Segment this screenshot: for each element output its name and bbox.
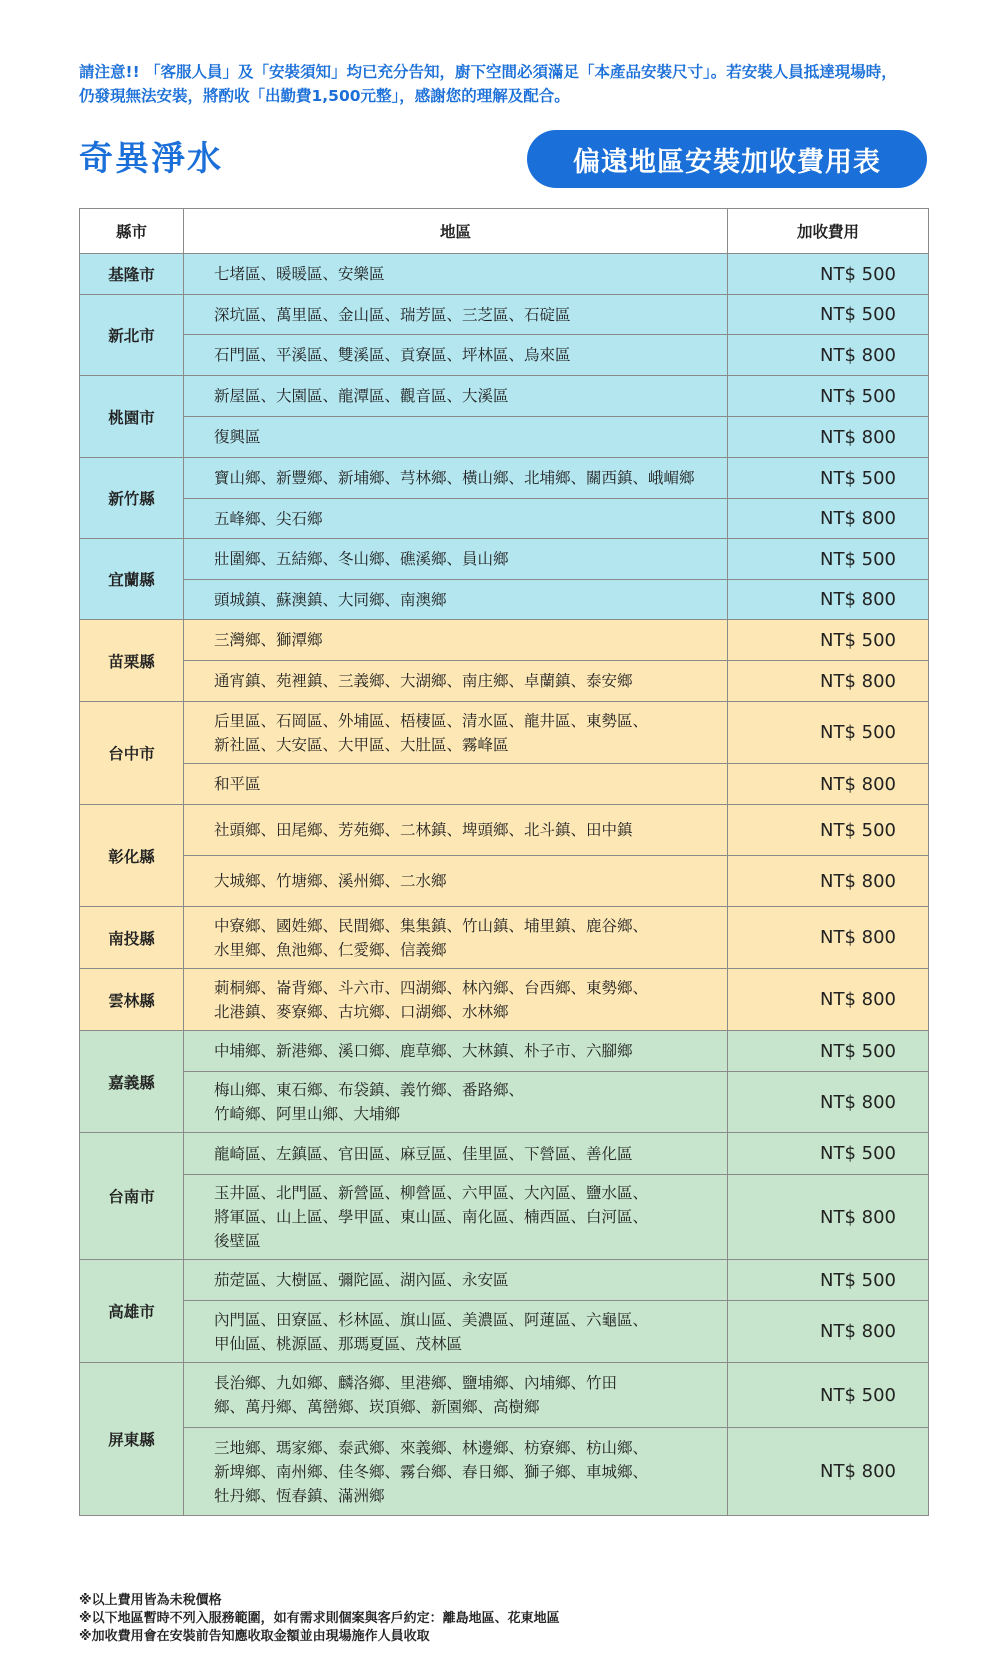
table-row [80, 969, 929, 1031]
area-cell: 龍崎區、左鎮區、官田區、麻豆區、佳里區、下營區、善化區 [184, 1133, 728, 1175]
fee-cell: NT$ 500 [728, 1133, 929, 1175]
county-cell: 彰化縣 [80, 805, 184, 907]
area-cell [184, 1363, 728, 1428]
table-row [80, 661, 929, 702]
area-cell: 通宵鎮、苑裡鎮、三義鄉、大湖鄉、南庄鄉、卓蘭鎮、泰安鄉 [184, 661, 728, 702]
table-row [80, 417, 929, 458]
fee-cell: NT$ 800 [728, 661, 929, 702]
area-cell: 社頭鄉、田尾鄉、芳苑鄉、二林鎮、埤頭鄉、北斗鎮、田中鎮 [184, 805, 728, 856]
area-cell [184, 702, 728, 764]
area-line: 梅山鄉、東石鄉、布袋鎮、義竹鄉、番路鄉、 [214, 1081, 525, 1099]
page-title: 偏遠地區安裝加收費用表 [527, 130, 927, 188]
table-row [80, 1260, 929, 1301]
area-cell: 和平區 [184, 764, 728, 805]
county-cell: 屏東縣 [80, 1363, 184, 1516]
fee-cell: NT$ 800 [728, 856, 929, 907]
fee-cell: NT$ 800 [728, 907, 929, 969]
table-row [80, 1428, 929, 1516]
area-cell [184, 1175, 728, 1260]
county-cell: 雲林縣 [80, 969, 184, 1031]
table-row [80, 335, 929, 376]
county-cell: 新竹縣 [80, 458, 184, 539]
brand-logo-text: 奇異淨水 [79, 139, 223, 179]
fee-cell: NT$ 800 [728, 1072, 929, 1133]
fee-cell: NT$ 500 [728, 376, 929, 417]
table-row [80, 1133, 929, 1175]
area-line: 水里鄉、魚池鄉、仁愛鄉、信義鄉 [214, 940, 447, 959]
area-cell: 石門區、平溪區、雙溪區、貢寮區、坪林區、烏來區 [184, 335, 728, 376]
fee-cell: NT$ 800 [728, 580, 929, 620]
area-line: 後壁區 [214, 1232, 261, 1250]
fee-cell: NT$ 800 [728, 499, 929, 539]
area-line: 新埤鄉、南州鄉、佳冬鄉、霧台鄉、春日鄉、獅子鄉、車城鄉、 [214, 1462, 649, 1481]
area-cell: 新屋區、大園區、龍潭區、觀音區、大溪區 [184, 376, 728, 417]
area-cell: 復興區 [184, 417, 728, 458]
table-row [80, 254, 929, 295]
table-row [80, 580, 929, 620]
table-row [80, 620, 929, 661]
county-cell: 宜蘭縣 [80, 539, 184, 620]
area-line: 將軍區、山上區、學甲區、東山區、南化區、楠西區、白河區、 [214, 1208, 649, 1226]
fee-cell: NT$ 800 [728, 1175, 929, 1260]
header-area: 地區 [184, 209, 728, 254]
table-row [80, 376, 929, 417]
installation-notice [79, 60, 939, 108]
area-cell: 中埔鄉、新港鄉、溪口鄉、鹿草鄉、大林鎮、朴子市、六腳鄉 [184, 1031, 728, 1072]
area-cell: 寶山鄉、新豐鄉、新埔鄉、芎林鄉、橫山鄉、北埔鄉、關西鎮、峨嵋鄉 [184, 458, 728, 499]
county-cell: 苗栗縣 [80, 620, 184, 702]
area-cell: 茄萣區、大樹區、彌陀區、湖內區、永安區 [184, 1260, 728, 1301]
fee-cell: NT$ 800 [728, 764, 929, 805]
table-row [80, 1031, 929, 1072]
fee-cell: NT$ 800 [728, 1428, 929, 1516]
table-row [80, 1301, 929, 1363]
area-line: 竹崎鄉、阿里山鄉、大埔鄉 [214, 1105, 401, 1123]
area-line: 北港鎮、麥寮鄉、古坑鄉、口湖鄉、水林鄉 [214, 1002, 509, 1021]
county-cell: 台中市 [80, 702, 184, 805]
fee-cell: NT$ 500 [728, 1031, 929, 1072]
table-row [80, 539, 929, 580]
fee-cell: NT$ 500 [728, 805, 929, 856]
area-cell [184, 1301, 728, 1363]
footnotes [79, 1592, 560, 1646]
area-line: 內門區、田寮區、杉林區、旗山區、美濃區、阿蓮區、六龜區、 [214, 1310, 649, 1329]
area-line: 鄉、萬丹鄉、萬巒鄉、崁頂鄉、新園鄉、高樹鄉 [214, 1398, 540, 1416]
area-cell: 三灣鄉、獅潭鄉 [184, 620, 728, 661]
footnote: ※加收費用會在安裝前告知應收取金額並由現場施作人員收取 [79, 1629, 430, 1644]
table-row [80, 295, 929, 335]
fee-cell: NT$ 800 [728, 1301, 929, 1363]
fee-cell: NT$ 500 [728, 620, 929, 661]
table-row [80, 1175, 929, 1260]
county-cell: 桃園市 [80, 376, 184, 458]
area-line: 三地鄉、瑪家鄉、泰武鄉、來義鄉、林邊鄉、枋寮鄉、枋山鄉、 [214, 1438, 649, 1457]
table-row [80, 907, 929, 969]
county-cell: 嘉義縣 [80, 1031, 184, 1133]
fee-cell: NT$ 800 [728, 969, 929, 1031]
area-line: 新社區、大安區、大甲區、大肚區、霧峰區 [214, 735, 509, 754]
area-line: 甲仙區、桃源區、那瑪夏區、茂林區 [214, 1334, 463, 1353]
table-header-row [80, 209, 929, 254]
table-row [80, 458, 929, 499]
footnote: ※以下地區暫時不列入服務範圍，如有需求則個案與客戶約定：離島地區、花東地區 [79, 1611, 560, 1626]
surcharge-table [79, 208, 929, 1516]
notice-line-2: 仍發現無法安裝，將酌收「出勤費1,500元整」，感謝您的理解及配合。 [79, 87, 570, 105]
fee-cell: NT$ 500 [728, 1260, 929, 1301]
county-cell: 高雄市 [80, 1260, 184, 1363]
area-cell [184, 907, 728, 969]
table-row [80, 1363, 929, 1428]
area-line: 玉井區、北門區、新營區、柳營區、六甲區、大內區、鹽水區、 [214, 1184, 649, 1202]
table-row [80, 764, 929, 805]
fee-cell: NT$ 500 [728, 539, 929, 580]
area-line: 中寮鄉、國姓鄉、民間鄉、集集鎮、竹山鎮、埔里鎮、鹿谷鄉、 [214, 916, 649, 935]
area-line: 后里區、石岡區、外埔區、梧棲區、清水區、龍井區、東勢區、 [214, 711, 649, 730]
county-cell: 南投縣 [80, 907, 184, 969]
header-county: 縣市 [80, 209, 184, 254]
fee-cell: NT$ 500 [728, 458, 929, 499]
county-cell: 新北市 [80, 295, 184, 376]
county-cell: 台南市 [80, 1133, 184, 1260]
fee-cell: NT$ 800 [728, 417, 929, 458]
area-cell: 深坑區、萬里區、金山區、瑞芳區、三芝區、石碇區 [184, 295, 728, 335]
area-cell [184, 1072, 728, 1133]
area-line: 莿桐鄉、崙背鄉、斗六市、四湖鄉、林內鄉、台西鄉、東勢鄉、 [214, 978, 649, 997]
fee-cell: NT$ 500 [728, 254, 929, 295]
area-cell: 壯圍鄉、五結鄉、冬山鄉、礁溪鄉、員山鄉 [184, 539, 728, 580]
area-cell [184, 1428, 728, 1516]
table-row [80, 805, 929, 856]
fee-cell: NT$ 500 [728, 702, 929, 764]
footnote: ※以上費用皆為未稅價格 [79, 1593, 222, 1608]
fee-cell: NT$ 500 [728, 1363, 929, 1428]
area-line: 牡丹鄉、恆春鎮、滿洲鄉 [214, 1486, 385, 1505]
area-cell: 五峰鄉、尖石鄉 [184, 499, 728, 539]
area-cell: 大城鄉、竹塘鄉、溪州鄉、二水鄉 [184, 856, 728, 907]
table-row [80, 856, 929, 907]
header-fee: 加收費用 [728, 209, 929, 254]
fee-cell: NT$ 800 [728, 335, 929, 376]
county-cell: 基隆市 [80, 254, 184, 295]
table-row [80, 702, 929, 764]
area-cell [184, 969, 728, 1031]
area-cell: 頭城鎮、蘇澳鎮、大同鄉、南澳鄉 [184, 580, 728, 620]
table-row [80, 1072, 929, 1133]
notice-line-1: 請注意!! 「客服人員」及「安裝須知」均已充分告知，廚下空間必須滿足「本產品安裝尺寸」。若安裝人員抵達現場時， [79, 63, 897, 81]
table-row [80, 499, 929, 539]
fee-cell: NT$ 500 [728, 295, 929, 335]
area-cell: 七堵區、暖暖區、安樂區 [184, 254, 728, 295]
area-line: 長治鄉、九如鄉、麟洛鄉、里港鄉、鹽埔鄉、內埔鄉、竹田 [214, 1374, 618, 1392]
